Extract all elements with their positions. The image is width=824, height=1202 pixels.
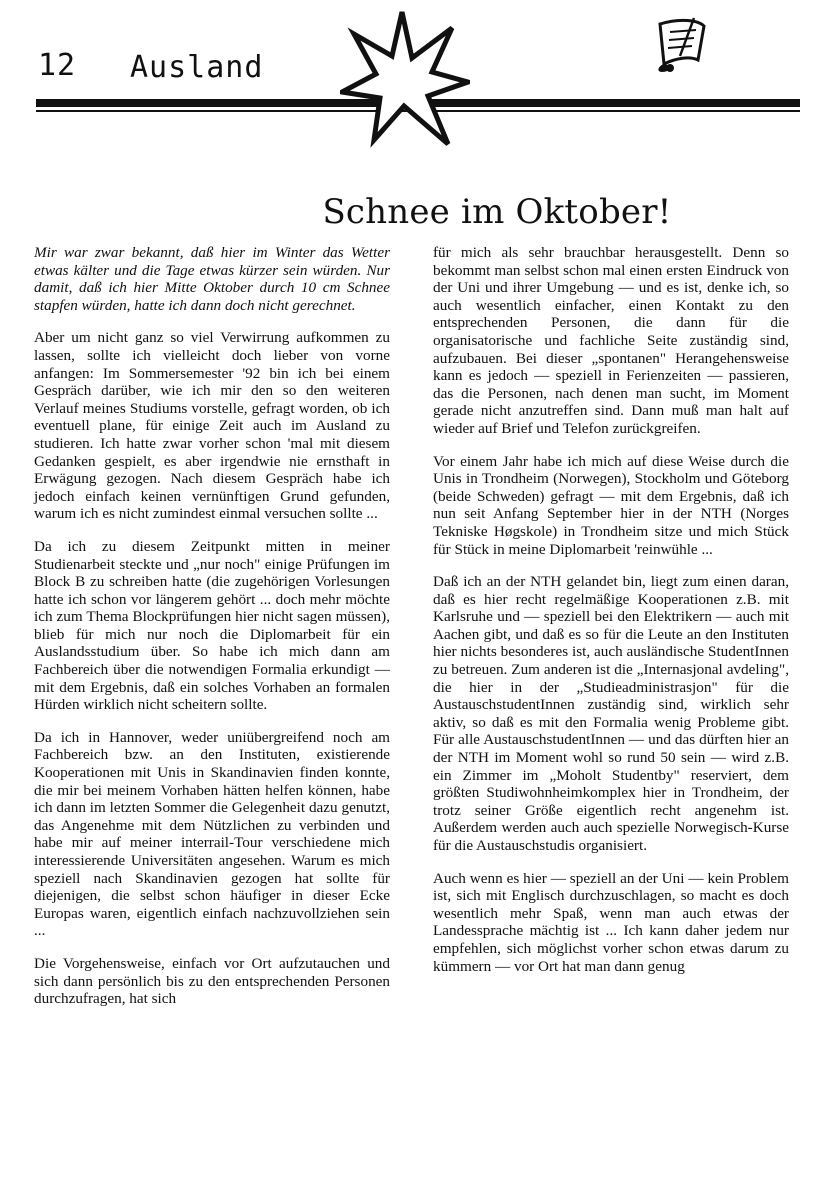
body-paragraph: Da ich in Hannover, weder uniübergreifend noch am Fachbereich bzw. an den Instituten, existierende Kooperationen mit Unis in Skandinavien finden konnte, die mir bei meinem Vorhaben hätten helfen können, habe ich dann im letzten Sommer die Gelegenheit dazu genutzt, das Angenehme mit dem Nützlichen zu verbinden und habe mir auf meiner interrail-Tour verschiedene mich interessierende Universitäten angesehen. Warum es mich speziell nach Skandinavien gezogen hat sollte für diejenigen, die selbst schon häufiger in dieser Ecke Europas waren, eigentlich einfach nachzuvollziehen sein ... [34,728,390,940]
starburst-icon [340,10,470,150]
body-paragraph: Die Vorgehensweise, einfach vor Ort aufzutauchen und sich dann persönlich bis zu den entsprechenden Personen durchzufragen, hat sich [34,954,390,1008]
page-number: 12 [38,48,77,83]
body-paragraph: für mich als sehr brauchbar herausgestellt. Denn so bekommt man selbst schon mal einen ersten Eindruck von der Uni und ihrer Umgebung — und es ist, denke ich, so auch wesentlich einfacher, einen Kontakt zu den entsprechenden Personen, die dann für die organisatorische und fachliche Seite zuständig sind, aufzubauen. Bei dieser „spontanen" Herangehensweise kann es jedoch — speziell in Ferienzeiten — passieren, das die Personen, nach denen man sucht, im Moment gerade nicht anzutreffen sind. Dann muß man halt auf wieder auf Brief und Telefon zurückgreifen. [433,244,789,437]
article-title: Schnee im Oktober! [322,192,672,232]
left-column [34,244,390,1023]
body-paragraph: Vor einem Jahr habe ich mich auf diese Weise durch die Unis in Trondheim (Norwegen), Stockholm und Göteborg (beide Schweden) gefragt — mit dem Ergebnis, daß ich nun seit Anfang September hier in der NTH (Norges Tekniske Høgskole) in Trondheim sitze und mich Stück für Stück in meine Diplomarbeit 'reinwühle ... [433,452,789,558]
intro-paragraph: Mir war zwar bekannt, daß hier im Winter das Wetter etwas kälter und die Tage etwas kürzer sein würden. Nur damit, daß ich hier Mitte Oktober durch 10 cm Schnee stapfen würden, hatte ich dann doch nicht gerechnet. [34,244,390,314]
body-paragraph: Auch wenn es hier — speziell an der Uni — kein Problem ist, sich mit Englisch durchzuschlagen, so macht es doch wesentlich mehr Spaß, wenn man auch etwas der Landessprache mächtig ist ... Ich kann daher jedem nur empfehlen, sich möglichst vorher schon etwas darum zu kümmern — vor Ort hat man dann genug [433,869,789,975]
section-title: Ausland [130,50,264,85]
body-paragraph: Da ich zu diesem Zeitpunkt mitten in meiner Studienarbeit steckte und „nur noch" einige Prüfungen im Block B zu schreiben hatte (die zugehörigen Vorlesungen hatte ich schon vor längerem gehört ... doch mehr möchte ich zum Thema Blockprüfungen hier nicht sagen müssen), blieb für mich nur noch die Diplomarbeit für ein Auslandsstudium über. So habe ich mich dann am Fachbereich über die notwendigen Formalia erkundigt — mit dem Ergebnis, daß ein solches Vorhaben an formalen Hürden wirklich nicht scheitern sollte. [34,537,390,714]
scroll-quill-logo-icon [650,16,710,76]
right-column [433,244,789,990]
page-header [0,0,824,140]
body-paragraph: Daß ich an der NTH gelandet bin, liegt zum einen daran, daß es hier recht regelmäßige Kooperationen z.B. mit Karlsruhe und — speziell bei den Elektrikern — auch mit Aachen gibt, und daß es so für die Leute an den Instituten hier nichts besonderes ist, auch ausländische StudentInnen zu betreuen. Zum anderen ist die „Internasjonal avdeling", die hier in der „Studieadministrasjon" für die AustauschstudentInnen zuständig sind, wirklich sehr aktiv, so daß es mit den Formalia wenig Probleme gibt. Für alle AustauschstudentInnen — und das dürften hier an der NTH im Moment wohl so rund 50 sein — wird z.B. ein Zimmer im „Moholt Studentby" reserviert, dem größten Studiwohnheimkomplex hier in Trondheim, der trotz seiner Größe eigentlich recht angenehm ist. Außerdem werden auch auch spezielle Norwegisch-Kurse für die Austauschstudis organisiert. [433,573,789,854]
body-paragraph: Aber um nicht ganz so viel Verwirrung aufkommen zu lassen, sollte ich vielleicht doch lieber von vorne anfangen: Im Sommersemester '92 bin ich bei einem Gespräch darüber, wie ich mir den so den weiteren Verlauf meines Studiums vorstelle, gefragt worden, ob ich eventuell plane, für einige Zeit auch im Ausland zu studieren. Ich hatte zwar vorher schon 'mal mit diesem Gedanken gespielt, es aber irgendwie nie ernsthaft in Erwägung gezogen. Nach diesem Gespräch habe ich jedoch einfach keinen vernünftigen Grund gefunden, warum ich es nicht zumindest einmal versuchen sollte ... [34,329,390,523]
